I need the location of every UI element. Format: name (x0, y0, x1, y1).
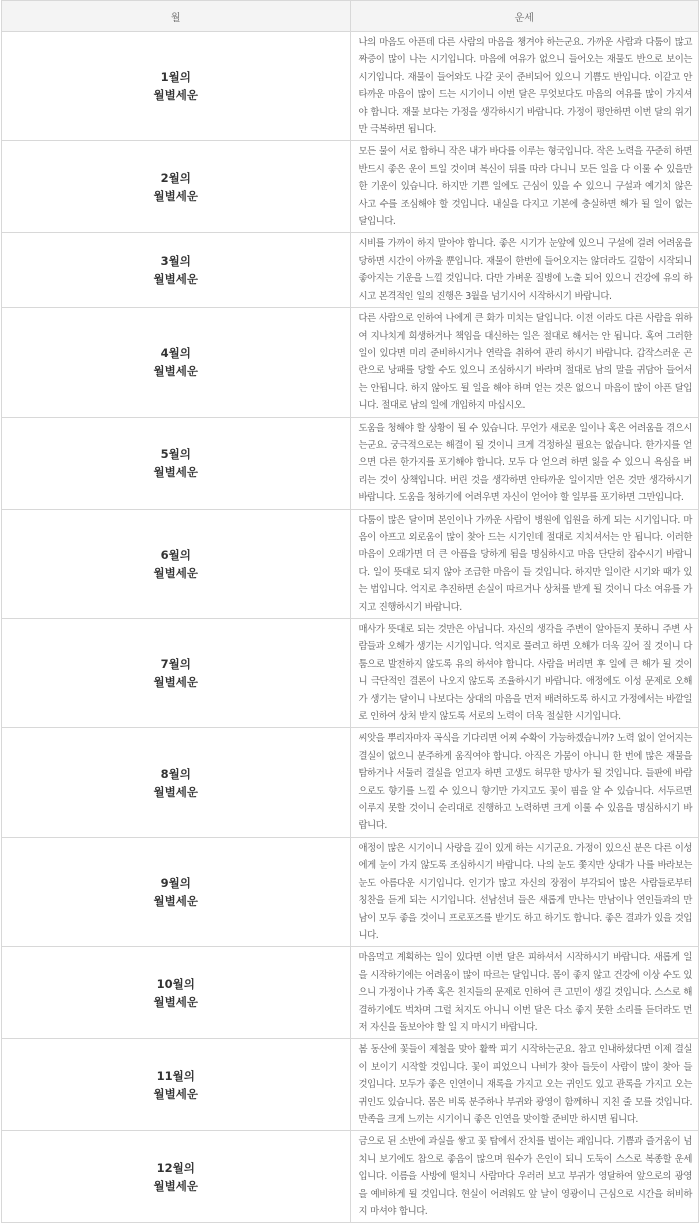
month-cell (2, 1039, 351, 1131)
month-label: 월별세운 (153, 188, 198, 203)
month-cell (2, 32, 351, 141)
fortune-text: 애정이 많은 시기이니 사랑을 깊이 있게 하는 시기군요. 가정이 있으신 분은 다른 이성에게 눈이 가지 않도록 조심하시기 바랍니다. 나의 눈도 쫓지만 상대가 나를 바라보는 눈도 아름다운 시기입니다. 인기가 많고 자신의 장점이 부각되어 많은 사람들로부터 칭찬을 듣게 되는 시기입니다. 선남선녀 들은 새롭게 만나는 만남이나 연인들과의 만남이 모두 좋을 것이니 프로포즈를 받기도 하고 하기도 합니다. 좋은 결과가 있을 것입니다. (350, 837, 699, 946)
month-label: 월별세운 (153, 1086, 198, 1101)
month-cell (2, 947, 351, 1039)
fortune-text: 봄 동산에 꽃들이 제철을 맞아 활짝 피기 시작하는군요. 참고 인내하셨다면 이제 결실이 보이기 시작할 것입니다. 꽃이 피었으니 나비가 찾아 들듯이 사람이 많이 찾아 들 것입니다. 모두가 좋은 인연이니 재록을 가지고 오는 귀인도 있고 관록을 가지고 오는 귀인도 있습니다. 몸은 비록 분주하나 부귀와 광영이 함께하니 지친 줄 모를 것입니다. 만족을 크게 느끼는 시기이니 좋은 인연을 맞이할 준비만 하시면 됩니다. (350, 1039, 699, 1131)
month-cell (2, 1131, 351, 1223)
fortune-text: 매사가 뜻대로 되는 것만은 아닙니다. 자신의 생각을 주변이 알아듣지 못하니 주변 사람들과 오해가 생기는 시기입니다. 억지로 풀려고 하면 오해가 더욱 깊어 질 것이니 다툼으로 발전하지 않도록 유의 하셔야 합니다. 사람을 버리면 후 일에 큰 해가 될 것이니 극단적인 결론이 나오지 않도록 조율하시기 바랍니다. 애정에도 이성 문제로 오해가 생기는 달이니 나보다는 상대의 마음을 먼저 배려하도록 하시고 가정에서는 바깥일로 인하여 상처 받지 않도록 서로의 노력이 더욱 절실한 시기입니다. (350, 619, 699, 728)
table-header-row (2, 1, 699, 32)
month-cell (2, 417, 351, 509)
table-row (2, 837, 699, 946)
month-name: 5월의 (160, 447, 191, 462)
month-cell (2, 509, 351, 618)
month-name: 10월의 (156, 976, 195, 991)
month-cell (2, 141, 351, 233)
month-name: 3월의 (160, 254, 191, 269)
fortune-text: 마음먹고 계획하는 일이 있다면 이번 달은 피하셔서 시작하시기 바랍니다. 새롭게 일을 시작하기에는 어려움이 많이 따르는 달입니다. 몸이 좋지 않고 건강에 이상 수도 있으니 가정이나 가족 혹은 친지들의 문제로 인하여 큰 고민이 생길 것입니다. 스스로 해결하기에도 벅차며 그럴 처지도 아니니 이번 달은 다소 좋지 못한 소리를 듣더라도 먼저 자신을 돌보아야 할 일 지 마시기 바랍니다. (350, 947, 699, 1039)
fortune-text: 다른 사람으로 인하여 나에게 큰 화가 미치는 달입니다. 이전 이라도 다른 사람을 위하여 지나치게 희생하거나 책임을 대신하는 일은 절대로 해서는 안 됩니다. 혹여 그러한 일이 있다면 미리 준비하시거나 연락을 취하여 관리 하시기 바랍니다. 갑작스러운 곤란으로 낭패를 당할 수도 있으니 조심하시기 바라며 절대로 남의 말을 귀담아 들어서는 안됩니다. 하지 않아도 될 일을 해야 하며 얻는 것은 없으니 마음이 많이 아픈 달입니다. 절대로 남의 일에 개입하지 마십시오. (350, 308, 699, 417)
month-label: 월별세운 (153, 1178, 198, 1193)
month-cell (2, 308, 351, 417)
month-name: 4월의 (160, 346, 191, 361)
month-cell (2, 837, 351, 946)
table-row (2, 308, 699, 417)
table-row (2, 619, 699, 728)
month-name: 6월의 (160, 547, 191, 562)
month-name: 12월의 (156, 1160, 195, 1175)
table-row (2, 141, 699, 233)
fortune-text: 시비를 가까이 하지 말아야 합니다. 좋은 시기가 눈앞에 있으니 구설에 걸려 어려움을 당하면 시간이 아까울 뿐입니다. 재물이 한번에 들어오지는 않더라도 길함이 시작되니 좋아지는 기운을 느낄 것입니다. 다만 가벼운 질병에 노출 되어 있으니 건강에 유의 하시고 본격적인 일의 진행은 3월을 넘기시어 시작하시기 바랍니다. (350, 233, 699, 308)
fortune-text: 금으로 된 소반에 과실을 쌓고 꽃 탑에서 잔치를 벌이는 괘입니다. 기쁨과 즐거움이 넘치니 보기에도 참으로 좋음이 많으며 원수가 은인이 되니 도둑이 스스로 복종할 운세입니다. 이름을 사방에 떨치니 사람마다 우러러 보고 부귀가 영달하여 앞으로의 광영을 예비하게 될 것입니다. 현실이 어려워도 앞 날이 영광이니 근심으로 시간을 허비하지 마셔야 합니다. (350, 1131, 699, 1223)
fortune-column-header: 운세 (350, 1, 699, 32)
month-column-header: 월 (2, 1, 351, 32)
table-row (2, 32, 699, 141)
month-label: 월별세운 (153, 894, 198, 909)
month-cell (2, 728, 351, 837)
month-name: 2월의 (160, 170, 191, 185)
fortune-text: 도움을 청해야 할 상황이 될 수 있습니다. 무언가 새로운 일이나 혹은 어려움을 겪으시는군요. 궁극적으로는 해결이 될 것이니 크게 걱정하실 필요는 없습니다. 한가지를 얻으면 다른 한가지를 포기해야 합니다. 모두 다 얻으려 하면 잃을 수 있으니 욕심을 버리는 것이 상책입니다. 버린 것을 생각하면 안타까운 일이지만 얻은 것만 생각하시기 바랍니다. 도움을 청하기에 어려우면 자신이 얻어야 할 일부를 포기하면 그만입니다. (350, 417, 699, 509)
table-row (2, 233, 699, 308)
table-row (2, 417, 699, 509)
month-name: 8월의 (160, 766, 191, 781)
fortune-text: 모든 물이 서로 합하니 작은 내가 바다를 이루는 형국입니다. 작은 노력을 꾸준히 하면 반드시 좋은 운이 트일 것이며 복신이 뒤를 따라 다니니 모든 일을 다 이룰 수 있을만한 기운이 있습니다. 하지만 기쁜 일에도 근심이 있을 수 있으니 구설과 예기치 않은 사고 수를 조심해야 할 것입니다. 내실을 다지고 기본에 충실하면 해가 될 일이 없는 달입니다. (350, 141, 699, 233)
table-row (2, 728, 699, 837)
month-name: 11월의 (156, 1068, 195, 1083)
table-row (2, 947, 699, 1039)
table-row (2, 1131, 699, 1223)
month-cell (2, 233, 351, 308)
table-row (2, 509, 699, 618)
fortune-text: 다툼이 많은 달이며 본인이나 가까운 사람이 병원에 입원을 하게 되는 시기입니다. 마음이 아프고 외로움이 많이 찾아 드는 시기인데 절대로 지치셔서는 안 됩니다. 이러한 마음이 오래가면 더 큰 아픔을 당하게 됨을 명심하시고 마음 단단히 잡수시기 바랍니다. 일이 뜻대로 되지 않아 조급한 마음이 들 것입니다. 하지만 일이란 시기와 때가 있는 법입니다. 억지로 추진하면 손실이 따르거나 상처를 받게 될 것이니 다소 여유를 가지고 진행하시기 바랍니다. (350, 509, 699, 618)
month-label: 월별세운 (153, 364, 198, 379)
fortune-text: 나의 마음도 아픈데 다른 사람의 마음을 챙겨야 하는군요. 가까운 사람과 다툼이 많고 짜증이 많이 나는 시기입니다. 마음에 여유가 없으니 들어오는 재물도 반으로 보이는 시기입니다. 재물이 들어와도 나갈 곳이 준비되어 있으니 기쁨도 반입니다. 이같고 안타까운 마음이 많이 드는 시기이니 이번 달은 무엇보다도 마음의 여유를 많이 가지셔야 합니다. 재물 보다는 가정을 생각하시기 바랍니다. 가정이 평안하면 이번 달의 위기만 극복하면 됩니다. (350, 32, 699, 141)
table-row (2, 1039, 699, 1131)
month-label: 월별세운 (153, 465, 198, 480)
month-label: 월별세운 (153, 675, 198, 690)
month-label: 월별세운 (153, 994, 198, 1009)
month-label: 월별세운 (153, 565, 198, 580)
month-label: 월별세운 (153, 784, 198, 799)
month-label: 월별세운 (153, 88, 198, 103)
month-name: 9월의 (160, 876, 191, 891)
month-name: 7월의 (160, 657, 191, 672)
fortune-text: 씨앗을 뿌리자마자 곡식을 기다리면 어찌 수확이 가능하겠습니까? 노력 없이 얻어지는 결실이 없으니 분주하게 움직여야 합니다. 아직은 가뭄이 아니니 한 번에 많은 재물을 탐하거나 서둘러 결실을 얻고자 하면 고생도 허무한 망사가 될 것입니다. 들판에 바람으로도 향기를 느낄 수 있으니 향기만 가지고도 꽃이 핌을 알 수 있습니다. 서두르면 이루지 못할 것이니 순리대로 진행하고 노력하면 크게 이룰 수 있음을 명심하시기 바랍니다. (350, 728, 699, 837)
monthly-fortune-table (1, 0, 699, 1223)
month-name: 1월의 (160, 70, 191, 85)
month-label: 월별세운 (153, 272, 198, 287)
month-cell (2, 619, 351, 728)
